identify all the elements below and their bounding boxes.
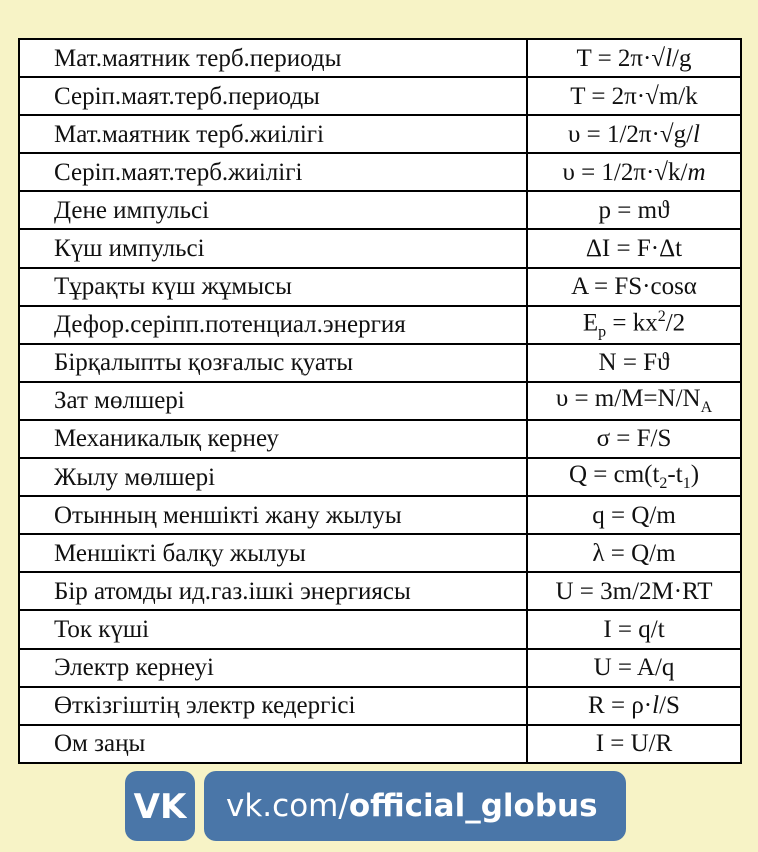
quantity-name: Дене импульсі [19, 191, 527, 229]
formula-cell: ΔI = F·Δt [527, 229, 741, 267]
vk-logo-icon[interactable] [125, 771, 195, 841]
quantity-name: Өткізгіштің электр кедергісі [19, 687, 527, 725]
quantity-name: Серіп.маят.терб.жиілігі [19, 153, 527, 191]
table-row [19, 229, 741, 267]
formula-cell: λ = Q/m [527, 534, 741, 572]
table-row [19, 649, 741, 687]
table-row [19, 420, 741, 458]
quantity-name: Механикалық кернеу [19, 420, 527, 458]
table-row [19, 610, 741, 648]
table-row [19, 496, 741, 534]
table-row [19, 382, 741, 420]
quantity-name: Мат.маятник терб.жиілігі [19, 115, 527, 153]
vk-link[interactable] [204, 771, 626, 841]
formula-cell: $Q = cm(t_2-t_1)$ [527, 458, 741, 496]
table-row [19, 153, 741, 191]
vk-logo-glyph [133, 789, 187, 823]
formula-cell: T = 2π·√m/k [527, 77, 741, 115]
quantity-name: Ом заңы [19, 725, 527, 763]
vk-link-prefix: vk.com/ [226, 788, 349, 824]
quantity-name: Отынның меншікті жану жылуы [19, 496, 527, 534]
table-row [19, 344, 741, 382]
quantity-name: Жылу мөлшері [19, 458, 527, 496]
quantity-name: Ток күші [19, 610, 527, 648]
quantity-name: Дефор.серіпп.потенциал.энергия [19, 306, 527, 344]
table-row [19, 39, 741, 77]
vk-banner [125, 771, 626, 841]
formula-cell: A = FS·cosα [527, 268, 741, 306]
quantity-name: Зат мөлшері [19, 382, 527, 420]
table-row [19, 115, 741, 153]
formula-cell: $E_р = kx^2/2$ [527, 306, 741, 344]
formula-cell: I = q/t [527, 610, 741, 648]
formula-cell: U = A/q [527, 649, 741, 687]
table-row [19, 572, 741, 610]
formula-cell: N = Fϑ [527, 344, 741, 382]
formula-cell: υ = 1/2π·√g/l [527, 115, 741, 153]
quantity-name: Мат.маятник терб.периоды [19, 39, 527, 77]
table-row [19, 458, 741, 496]
quantity-name: Серіп.маят.терб.периоды [19, 77, 527, 115]
quantity-name: Электр кернеуі [19, 649, 527, 687]
quantity-name: Тұрақты күш жұмысы [19, 268, 527, 306]
table-row [19, 687, 741, 725]
quantity-name: Күш импульсі [19, 229, 527, 267]
formula-cell: $\upsilon = m/M=N/N_A$ [527, 382, 741, 420]
vk-logo-text: VK [133, 789, 187, 823]
formula-cell: U = 3m/2M·RT [527, 572, 741, 610]
formula-table [18, 38, 742, 764]
formula-sheet [18, 38, 740, 762]
formula-cell: σ = F/S [527, 420, 741, 458]
table-row [19, 191, 741, 229]
formula-cell: q = Q/m [527, 496, 741, 534]
formula-cell: υ = 1/2π·√k/m [527, 153, 741, 191]
formula-cell: p = mϑ [527, 191, 741, 229]
table-row [19, 268, 741, 306]
formula-cell: I = U/R [527, 725, 741, 763]
table-row [19, 725, 741, 763]
table-row [19, 306, 741, 344]
formula-cell: T = 2π·√l/g [527, 39, 741, 77]
quantity-name: Бірқалыпты қозғалыс қуаты [19, 344, 527, 382]
table-row [19, 77, 741, 115]
vk-link-handle: official_globus [348, 788, 598, 824]
quantity-name: Бір атомды ид.газ.ішкі энергиясы [19, 572, 527, 610]
table-row [19, 534, 741, 572]
quantity-name: Меншікті балқу жылуы [19, 534, 527, 572]
formula-cell: R = ρ·l/S [527, 687, 741, 725]
